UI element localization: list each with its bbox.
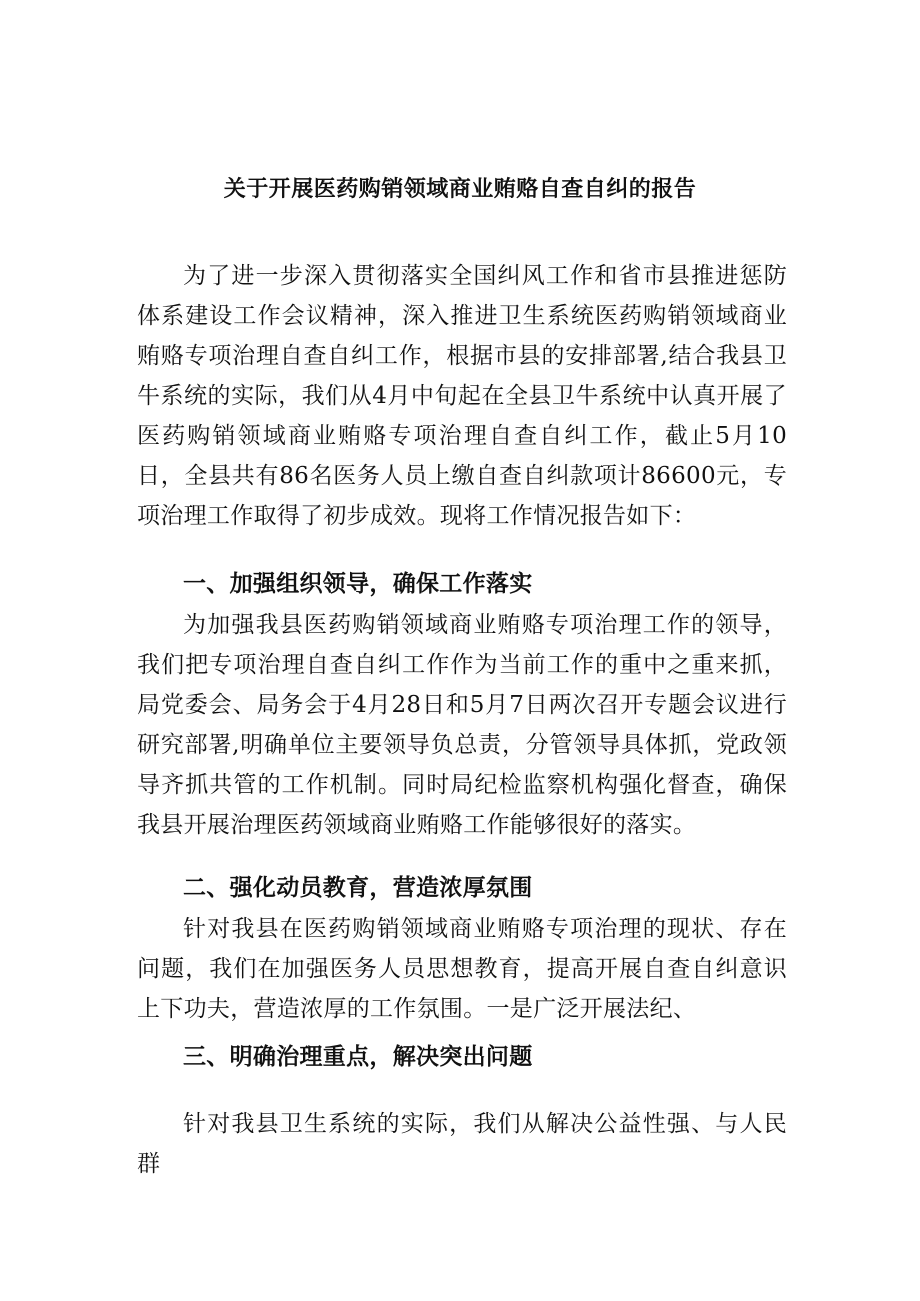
intro-paragraph: 为了进一步深入贯彻落实全国纠风工作和省市县推进惩防体系建设工作会议精神，深入推进卫生系统医药购销领域商业贿赂专项治理自查自纠工作，根据市县的安排部署,结合我县卫牛系统的实际，我们从4月中旬起在全县卫牛系统中认真开展了医药购销领域商业贿赂专项治理自查自纠工作，截止5月10日，全县共有86名医务人员上缴自查自纠款项计86600元，专项治理工作取得了初步成效。现将工作情况报告如下： — [137, 263, 787, 529]
section-2-paragraph: 针对我县在医药购销领域商业贿赂专项治理的现状、存在问题，我们在加强医务人员思想教育，提高开展自查自纠意识上下功夫，营造浓厚的工作氛围。一是广泛开展法纪、 — [137, 916, 787, 1022]
document-title: 关于开展医药购销领域商业贿赂自查自纠的报告 — [223, 177, 697, 202]
section-1-paragraph: 为加强我县医药购销领域商业贿赂专项治理工作的领导，我们把专项治理自查自纠工作作为当前工作的重中之重来抓，局党委会、局务会于4月28日和5月7日两次召开专题会议进行研究部署,明确单位主要领导负总责，分管领导具体抓，党政领导齐抓共管的工作机制。同时局纪检监察机构强化督查，确保我县开展治理医药领域商业贿赂工作能够很好的落实。 — [137, 612, 787, 838]
section-heading-1: 一、加强组织领导，确保工作落实 — [183, 570, 533, 597]
section-heading-3: 三、明确治理重点，解决突出问题 — [183, 1043, 533, 1070]
section-3-paragraph: 针对我县卫生系统的实际，我们从解决公益性强、与人民群 — [137, 1111, 787, 1177]
section-heading-2: 二、强化动员教育，营造浓厚氛围 — [183, 874, 533, 901]
